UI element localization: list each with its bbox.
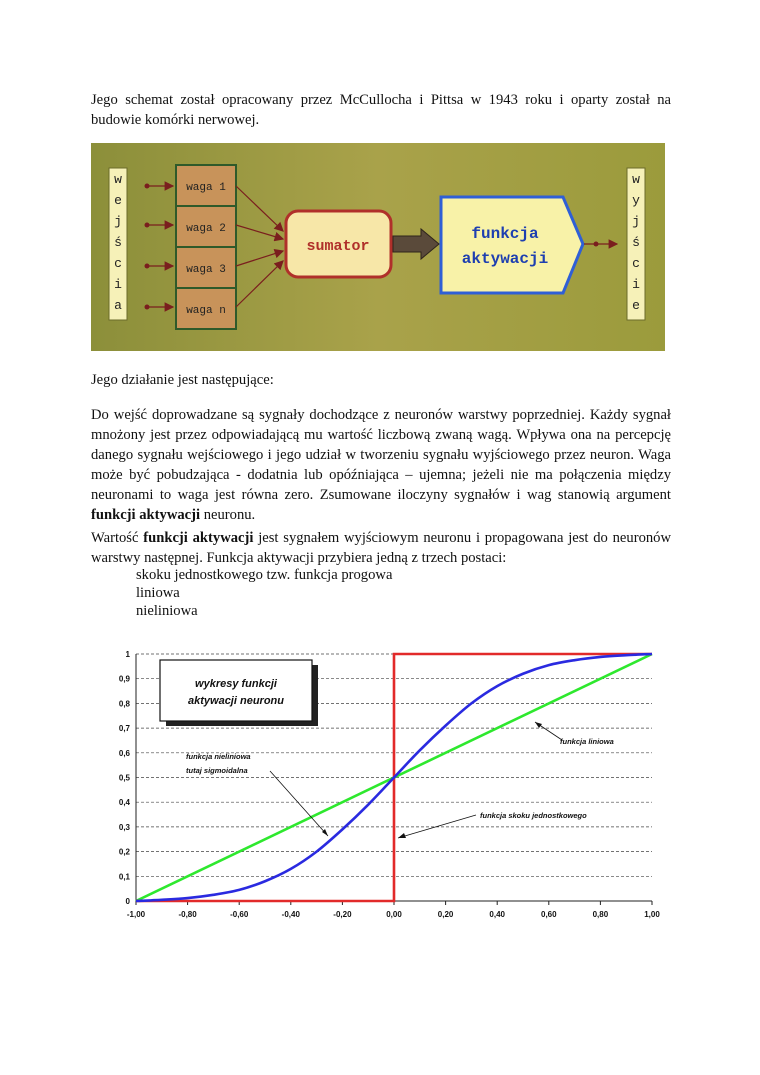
y-tick-label: 0,7: [118, 724, 130, 734]
activation-chart: [110, 640, 666, 925]
outputs-letter: c: [632, 256, 640, 271]
x-tick-label: -1,00: [126, 910, 146, 919]
annotation-step: funkcja skoku jednostkowego: [480, 811, 587, 820]
outputs-letter: w: [632, 172, 640, 187]
y-tick-label: 0,3: [118, 822, 130, 832]
inputs-letter: c: [114, 256, 122, 271]
list-item: liniowa: [136, 585, 180, 601]
x-tick-label: -0,80: [178, 910, 197, 919]
y-tick-label: 0,2: [118, 847, 130, 857]
inputs-letter: ś: [114, 235, 122, 250]
annotation-step-arrowhead: [398, 833, 406, 838]
inputs-letter: j: [114, 214, 122, 229]
annotation-nonlinear-pointer: [270, 771, 328, 836]
x-tick-label: 0,60: [541, 910, 557, 919]
operation-paragraph: [91, 405, 671, 525]
x-tick-label: -0,60: [230, 910, 249, 919]
annotation-nonlinear-line1: funkcja nieliniowa: [186, 752, 251, 761]
weight-label: waga 2: [186, 223, 226, 235]
values-bold-term: funkcji aktywacji: [143, 530, 254, 546]
outputs-label: [632, 172, 640, 313]
inputs-letter: e: [114, 193, 122, 208]
y-tick-label: 0,8: [118, 699, 130, 709]
outputs-letter: j: [632, 214, 640, 229]
inputs-letter: i: [114, 277, 122, 292]
inputs-letter: w: [114, 172, 122, 187]
weight-label: waga n: [186, 305, 226, 317]
outputs-letter: y: [632, 193, 640, 208]
weight-label: waga 1: [186, 182, 226, 194]
operation-end: neuronu.: [200, 507, 256, 523]
weight-label: waga 3: [186, 264, 226, 276]
outputs-letter: e: [632, 298, 640, 313]
values-rest: jest sygnałem wyjściowym neuronu i propagowana jest do neuronów warstwy następnej. Funkcja aktywacji przybiera jedną z trzech postaci:: [91, 530, 671, 566]
values-paragraph: [91, 528, 671, 568]
x-tick-label: 0,00: [386, 910, 402, 919]
annotation-nonlinear-line2: tutaj sigmoidalna: [186, 766, 248, 775]
activation-label-line2: aktywacji: [461, 250, 549, 268]
inputs-letter: a: [114, 298, 122, 313]
y-tick-label: 0,9: [118, 674, 130, 684]
annotation-step-pointer: [398, 815, 476, 838]
x-tick-label: 1,00: [644, 910, 660, 919]
operation-bold-term: funkcji aktywacji: [91, 507, 201, 523]
intro-paragraph: Jego schemat został opracowany przez McCullocha i Pittsa w 1943 roku i oparty został na budowie komórki nerwowej.: [91, 92, 671, 128]
y-tick-label: 0,5: [118, 773, 130, 783]
outputs-letter: ś: [632, 235, 640, 250]
x-tick-label: 0,80: [592, 910, 609, 919]
x-tick-label: -0,20: [333, 910, 352, 919]
operation-text: Do wejść doprowadzane są sygnały dochodzące z neuronów warstwy poprzedniej. Każdy sygnał mnożony jest przez odpowiadającą mu wartość liczbową zwaną wagą. Wpływa ona na percepcję danego sygnału wejściowego i jego udział w tworzeniu sygnału wyjściowego przez neuron. Waga może być pobudzająca - dodatnia lub opóźniająca – ujemna; jeżeli nie ma połączenia między neuronami to waga jest równa zero. Zsumowane iloczyny sygnałów i wag stanowią argument: [91, 407, 671, 503]
activation-forms-list: [136, 566, 392, 620]
x-tick-label: -0,40: [281, 910, 300, 919]
y-tick-label: 0,1: [118, 872, 130, 882]
annotation-linear: funkcja liniowa: [560, 737, 614, 746]
y-tick-label: 0,6: [118, 748, 130, 758]
activation-box: [441, 197, 583, 293]
list-item: skoku jednostkowego tzw. funkcja progowa: [136, 567, 393, 583]
annotation-linear-arrowhead: [535, 722, 542, 728]
title-box: [160, 660, 312, 721]
activation-label-line1: funkcja: [471, 225, 539, 243]
chart-title-line2: aktywacji neuronu: [188, 695, 284, 707]
chart-title-line1: wykresy funkcji: [195, 678, 277, 690]
summator-label: sumator: [306, 238, 370, 255]
y-tick-label: 0: [125, 897, 130, 906]
neuron-diagram: [91, 143, 665, 351]
x-tick-label: 0,20: [437, 910, 454, 919]
outputs-letter: i: [632, 277, 640, 292]
x-tick-label: 0,40: [489, 910, 505, 919]
operation-title: Jego działanie jest następujące:: [91, 372, 274, 388]
list-item: nieliniowa: [136, 603, 198, 619]
inputs-label: [114, 172, 122, 313]
y-tick-label: 1: [125, 650, 130, 659]
values-start: Wartość: [91, 530, 144, 546]
y-tick-label: 0,4: [118, 798, 130, 808]
